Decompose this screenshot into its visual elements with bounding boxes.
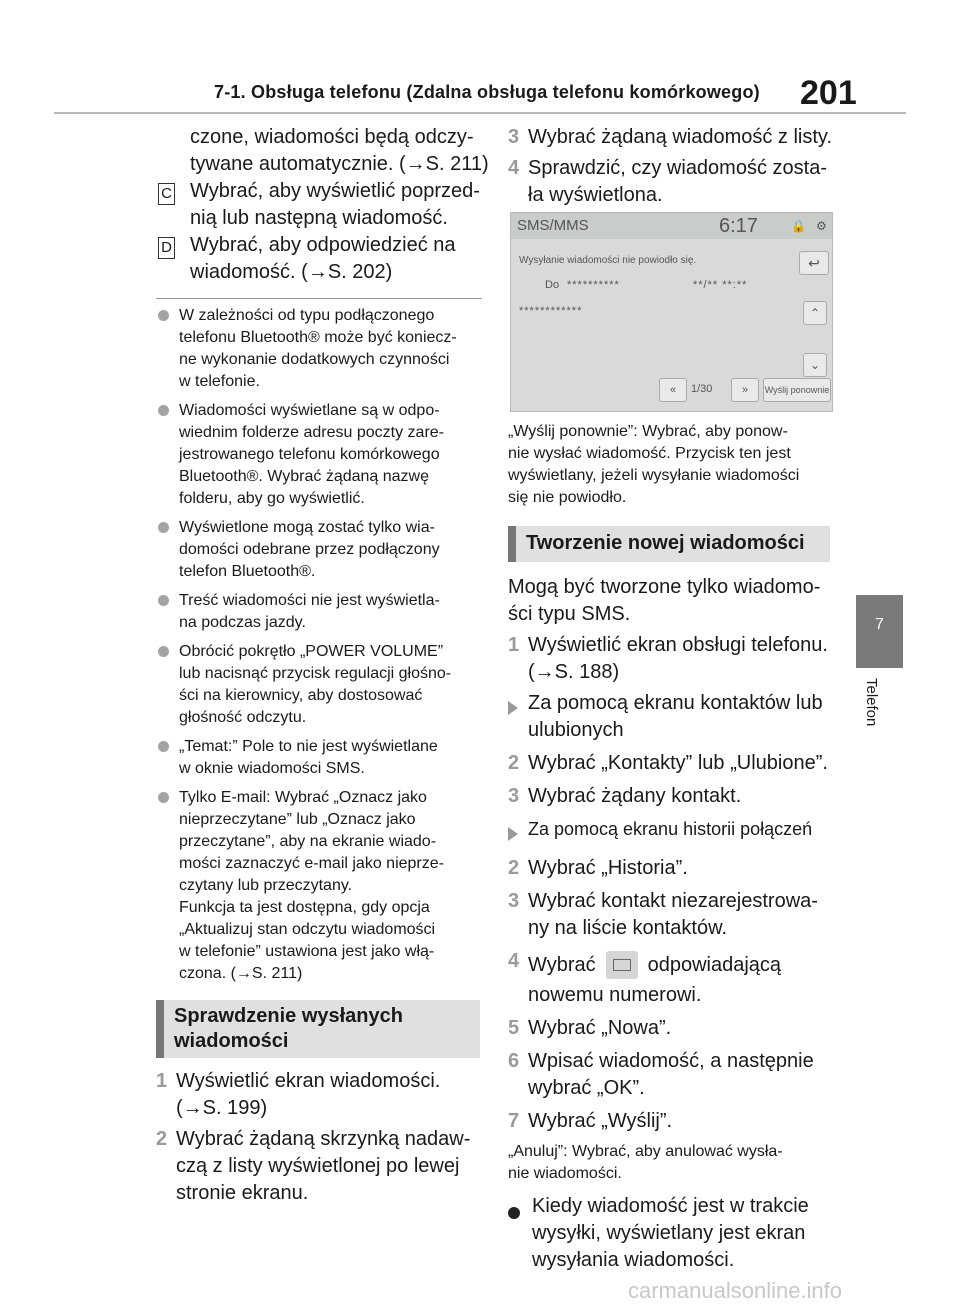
watermark: carmanualsonline.info: [628, 1278, 843, 1303]
bullet-icon: [158, 310, 169, 321]
note-item: Wiadomości wyświetlane są w odpo- wiednim folderze adresu poczty zare- jestrowanego telefonu komórkowego Bluetooth®. Wybrać żądaną nazwę folderu, aby go wyświetlić.: [156, 400, 486, 510]
right-steps-top: [508, 124, 848, 209]
step-item: 2 Wybrać „Historia”.: [508, 855, 848, 882]
final-bullet: Kiedy wiadomość jest w trakcie wysyłki, wyświetlany jest ekran wysyłania wiadomości.: [508, 1193, 848, 1274]
step-item: 7 Wybrać „Wyślij”.: [508, 1108, 848, 1135]
screen-to-value: **********: [567, 279, 620, 291]
note-item: Treść wiadomości nie jest wyświetla- na podczas jazdy.: [156, 590, 486, 634]
resend-button[interactable]: Wyślij ponownie: [763, 378, 831, 402]
bullet-icon: [158, 646, 169, 657]
note-item: W zależności od typu podłączonego telefonu Bluetooth® może być koniecz- ne wykonanie dodatkowych czynności w telefonie.: [156, 305, 486, 393]
step-item: 1 Wyświetlić ekran wiadomości. (→S. 199): [156, 1068, 486, 1122]
cancel-note: „Anuluj”: Wybrać, aby anulować wysła- nie wiadomości.: [508, 1143, 783, 1182]
screen-illustration: [510, 212, 833, 412]
left-continued-text: czone, wiadomości będą odczy- tywane automatycznie. (→S. 211): [190, 126, 489, 175]
step-number: 3: [508, 890, 520, 912]
bullet-icon: [158, 595, 169, 606]
step-number: 6: [508, 1050, 520, 1072]
scroll-down-icon[interactable]: ⌄: [803, 353, 827, 377]
triangle-icon: [508, 701, 518, 715]
bullet-icon: [158, 741, 169, 752]
step-number: 1: [508, 634, 520, 656]
right-steps: Mogą być tworzone tylko wiadomo- ści typu SMS. 1 Wyświetlić ekran obsługi telefonu. (→S. 188) Za pomocą ekranu kontaktów lub ulubionych 2 Wybrać „Kontakty” lub „Ulubione”. 3 Wybrać żądany kontakt. Za pomocą ekranu historii połączeń 2 Wybrać „Historia”. 3 Wybrać kontakt niezarejestrowa- ny na liście kontaktów. 4 Wybrać odpowiadającą nowemu numerowi. 5 Wybrać „Nowa”. 6 Wpisać wiadomość, a następnie wybrać „OK”. 7 Wybrać „Wyślij”. „Anuluj”: Wybrać, aby anulować wysła- nie wiadomości. Kiedy wiadomość jest w trakcie wysyłki, wyświetlany jest ekran wysyłania wiadomości.: [508, 574, 848, 1274]
bullet-icon: [158, 792, 169, 803]
screen-message: Wysyłanie wiadomości nie powiodło się.: [519, 255, 697, 266]
note-item: Tylko E-mail: Wybrać „Oznacz jako nieprzeczytane” lub „Oznacz jako przeczytane”, aby na ekranie wiado- mości zaznaczyć e-mail jako nieprze- czytany lub przeczytany. Funkcja ta jest dostępna, gdy opcja „Aktualizuj stan odczytu wiadomości w telefonie” ustawiona jest jako włą- czona. (→S. 211): [156, 787, 486, 985]
sub-heading: Za pomocą ekranu kontaktów lub ulubionych: [508, 690, 848, 744]
back-icon[interactable]: ↩: [799, 251, 829, 275]
step-item: 3 Wybrać kontakt niezarejestrowa- ny na liście kontaktów.: [508, 888, 848, 942]
bullet-icon: [158, 405, 169, 416]
step-item: 2 Wybrać żądaną skrzynką nadaw- czą z listy wyświetlonej po lewej stronie ekranu.: [156, 1126, 486, 1207]
step-item: 6 Wpisać wiadomość, a następnie wybrać „OK”.: [508, 1048, 848, 1102]
step-item: 4 Wybrać odpowiadającą nowemu numerowi.: [508, 948, 848, 1009]
page-number: 201: [800, 74, 857, 112]
running-header: 7-1. Obsługa telefonu (Zdalna obsługa telefonu komórkowego): [214, 82, 760, 102]
step-number: 5: [508, 1017, 520, 1039]
label-d: D: [158, 237, 175, 259]
step-number: 2: [508, 857, 520, 879]
screen-body: ************: [519, 305, 583, 317]
chapter-tab: 7: [856, 595, 903, 668]
header-rule: [54, 112, 906, 114]
step-number: 4: [508, 157, 520, 179]
note-item: Wyświetlone mogą zostać tylko wia- domości odebrane przez podłączony telefon Bluetooth®.: [156, 517, 486, 583]
chapter-tab-label: Telefon: [863, 678, 880, 727]
label-c: C: [158, 183, 175, 205]
step-item: 4 Sprawdzić, czy wiadomość zosta- ła wyświetlona.: [508, 155, 848, 209]
screen-date: **/** **:**: [693, 279, 748, 291]
previous-icon[interactable]: «: [659, 378, 687, 402]
sub-heading: Za pomocą ekranu historii połączeń: [508, 816, 848, 849]
triangle-icon: [508, 827, 518, 841]
step-number: 4: [508, 950, 520, 972]
notes-list: [156, 305, 486, 985]
new-message-icon: [606, 951, 638, 979]
note-item: „Temat:” Pole to nie jest wyświetlane w oknie wiadomości SMS.: [156, 736, 486, 780]
step-item: 5 Wybrać „Nowa”.: [508, 1015, 848, 1042]
scroll-up-icon[interactable]: ⌃: [803, 301, 827, 325]
step-number: 7: [508, 1110, 520, 1132]
step-item: 3 Wybrać żądaną wiadomość z listy.: [508, 124, 848, 151]
step-item: 2 Wybrać „Kontakty” lub „Ulubione”.: [508, 750, 848, 777]
step-item: 1 Wyświetlić ekran obsługi telefonu. (→S. 188): [508, 632, 848, 686]
step-number: 2: [508, 752, 520, 774]
bullet-icon: [508, 1207, 520, 1219]
step-number: 1: [156, 1070, 168, 1092]
screen-page: 1/30: [691, 383, 713, 395]
step-item: 3 Wybrać żądany kontakt.: [508, 783, 848, 810]
lock-icon: 🔒: [791, 219, 806, 233]
screen-title: SMS/MMS: [517, 217, 589, 234]
left-steps: [156, 1068, 486, 1207]
settings-icon: ⚙: [816, 219, 827, 233]
item-c-text: Wybrać, aby wyświetlić poprzed- nią lub następną wiadomość.: [190, 180, 480, 229]
step-number: 3: [508, 785, 520, 807]
step-number: 2: [156, 1128, 168, 1150]
note-divider: [156, 298, 482, 299]
section-heading-sent: Sprawdzenie wysłanych wiadomości: [156, 1000, 480, 1058]
screen-to-label: Do: [545, 279, 560, 291]
step-number: 3: [508, 126, 520, 148]
screen-caption: „Wyślij ponownie”: Wybrać, aby ponow- nie wysłać wiadomość. Przycisk ten jest wyświetlany, jeżeli wysyłanie wiadomości się nie powiodło.: [508, 423, 800, 506]
next-icon[interactable]: »: [731, 378, 759, 402]
note-item: Obrócić pokrętło „POWER VOLUME” lub nacisnąć przycisk regulacji głośno- ści na kierownicy, aby dostosować głośność odczytu.: [156, 641, 486, 729]
item-d-text: Wybrać, aby odpowiedzieć na wiadomość. (→S. 202): [190, 234, 456, 283]
section-heading-new: Tworzenie nowej wiadomości: [508, 526, 830, 562]
screen-time: 6:17: [719, 215, 758, 237]
bullet-icon: [158, 522, 169, 533]
